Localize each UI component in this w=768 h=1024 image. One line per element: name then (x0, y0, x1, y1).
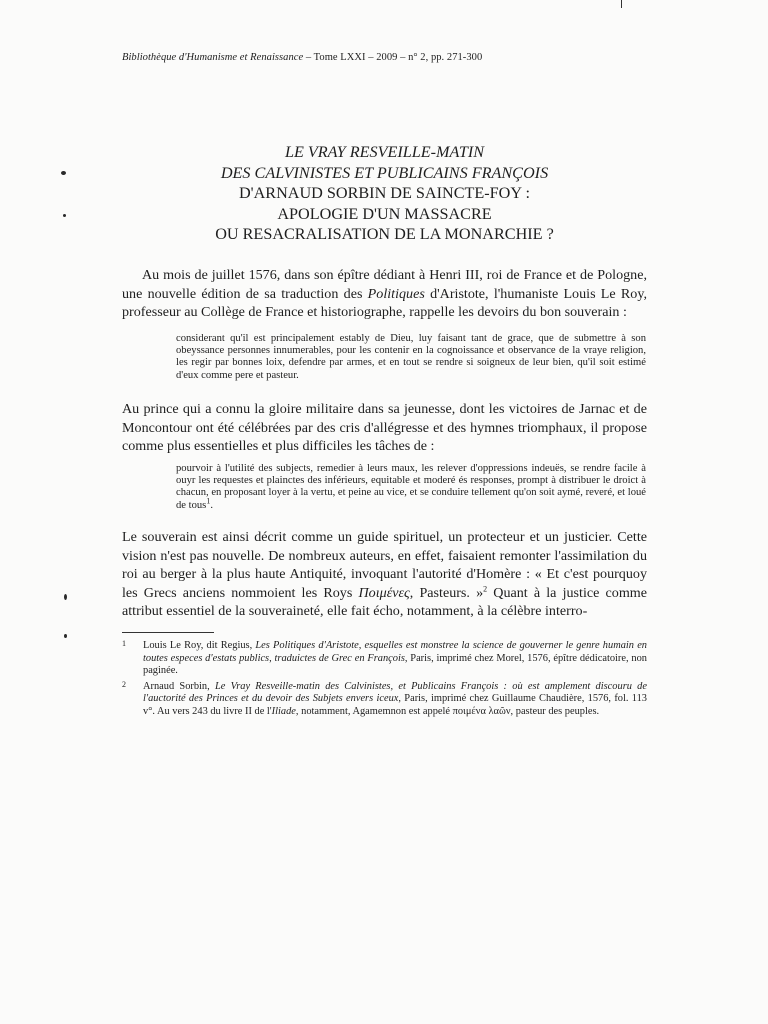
running-head (122, 52, 482, 63)
block-quote-1 (176, 333, 646, 382)
journal-details: – Tome LXXI – 2009 – n° 2, pp. 271-300 (303, 52, 483, 63)
title-line-5: OU RESACRALISATION DE LA MONARCHIE ? (215, 225, 554, 244)
block-quote-1-text: considerant qu'il est principalement estably de Dieu, luy faisant tant de grace, que de submettre à son obeyssance personnes innumerables, pour les contenir en la cognoissance et observance de la vraye religion, les regir par bonnes loix, defendre par armes, et en tout se rendre si soigneux de leur bien, qu'il soit estimé d'eux comme pere et pasteur. (176, 333, 646, 381)
paragraph-1-text-a: Au mois de juillet 1576, dans son épître dédiant à Henri III, roi de France et de Pologne, une nouvelle édition de sa traduction des (122, 267, 647, 302)
paragraph-3-text-c: Quant à la justice comme attribut essentiel de la souveraineté, elle fait écho, notamment, à la célèbre interro- (122, 584, 647, 620)
title-line-4: APOLOGIE D'UN MASSACRE (277, 204, 492, 223)
footnote-1 (122, 640, 647, 678)
paragraph-2-text: Au prince qui a connu la gloire militaire dans sa jeunesse, dont les victoires de Jarnac et de Moncontour ont été célébrées par des cris d'allégresse et des hymnes triomphaux, il propose comme plus essentielles et plus difficiles les tâches de : (122, 401, 647, 455)
paragraph-1-italic: Politiques (367, 285, 425, 302)
footnote-ref-1: 1 (206, 496, 211, 506)
scan-speck (61, 171, 66, 175)
footnote-2-text-a: , Paris, imprimé chez Guillaume Chaudière, 1576, fol. 113 v°. Au vers 243 du livre II de l' (143, 693, 647, 717)
title-line-2: DES CALVINISTES ET PUBLICAINS FRANÇOIS (220, 163, 549, 182)
footnote-1-author: Louis Le Roy, dit Regius, (143, 640, 256, 651)
footnote-2 (122, 681, 647, 719)
scan-speck (64, 634, 67, 638)
footnote-2-number: 2 (122, 679, 126, 689)
footnote-1-number: 1 (122, 639, 126, 648)
scan-mark (621, 0, 622, 8)
footnote-1-title: Les Politiques d'Aristote, esquelles est monstree la science de gouverner le genre humain en toutes especes d'estats publics, traduictes de Grec en François (143, 640, 647, 664)
scan-speck (64, 594, 67, 600)
greek-word: Ποιμένες (358, 584, 410, 601)
footnote-separator (122, 632, 214, 633)
block-quote-2-end: . (210, 499, 213, 511)
footnote-2-greek: ποιμένα λαῶν (452, 705, 511, 717)
footnote-2-author: Arnaud Sorbin, (143, 680, 215, 692)
paragraph-3 (122, 528, 647, 621)
title-line-1: LE VRAY RESVEILLE-MATIN (284, 143, 485, 161)
block-quote-2 (176, 463, 646, 512)
article-title (122, 142, 647, 245)
block-quote-2-text: pourvoir à l'utilité des subjects, remedier à leurs maux, les relever d'oppressions indeuës, se rendre facile à ouyr les requestes et plainctes des inférieurs, equitable et moderé és responses, prompt à distribuer le droict à chacun, en proposant loyer à la vertu, et peine au vice, et se conduire tellement qu'on soit aymé, reveré, et loué de tous (176, 463, 646, 511)
footnote-2-iliad: Iliade (271, 705, 296, 717)
footnotes (122, 640, 647, 721)
paragraph-2 (122, 400, 647, 456)
paragraph-3-text-a: Le souverain est ainsi décrit comme un guide spirituel, un protecteur et un justicier. Cette vision n'est pas nouvelle. De nombreux auteurs, en effet, faisaient remonter l'assimilation du roi au berger à la plus haute Antiquité, invoquant l'autorité d'Homère : « Et c'est pourquoy les Grecs anciens nommoient les Roys (122, 529, 647, 601)
scan-speck (63, 214, 66, 217)
journal-name: Bibliothèque d'Humanisme et Renaissance (122, 52, 304, 63)
paragraph-1-text-b: d'Aristote, l'humaniste Louis Le Roy, professeur au Collège de France et historiographe, rappelle les devoirs du bon souverain : (122, 285, 647, 321)
footnote-1-rest: , Paris, imprimé chez Morel, 1576, épître dédicatoire, non paginée. (143, 652, 647, 676)
footnote-2-text-c: , pasteur des peuples. (510, 705, 600, 717)
paragraph-3-text-b: , Pasteurs. » (409, 584, 484, 601)
footnote-2-text-b: , notamment, Agamemnon est appelé (295, 705, 453, 717)
title-line-3: D'ARNAUD SORBIN DE SAINCTE-FOY : (238, 184, 530, 203)
footnote-ref-2: 2 (483, 584, 488, 594)
footnote-2-title: Le Vray Resveille-matin des Calvinistes, et Publicains François : où est amplement discouru de l'auctorité des Princes et du devoir des Subjets envers iceux (143, 680, 647, 704)
paragraph-1 (122, 266, 647, 322)
